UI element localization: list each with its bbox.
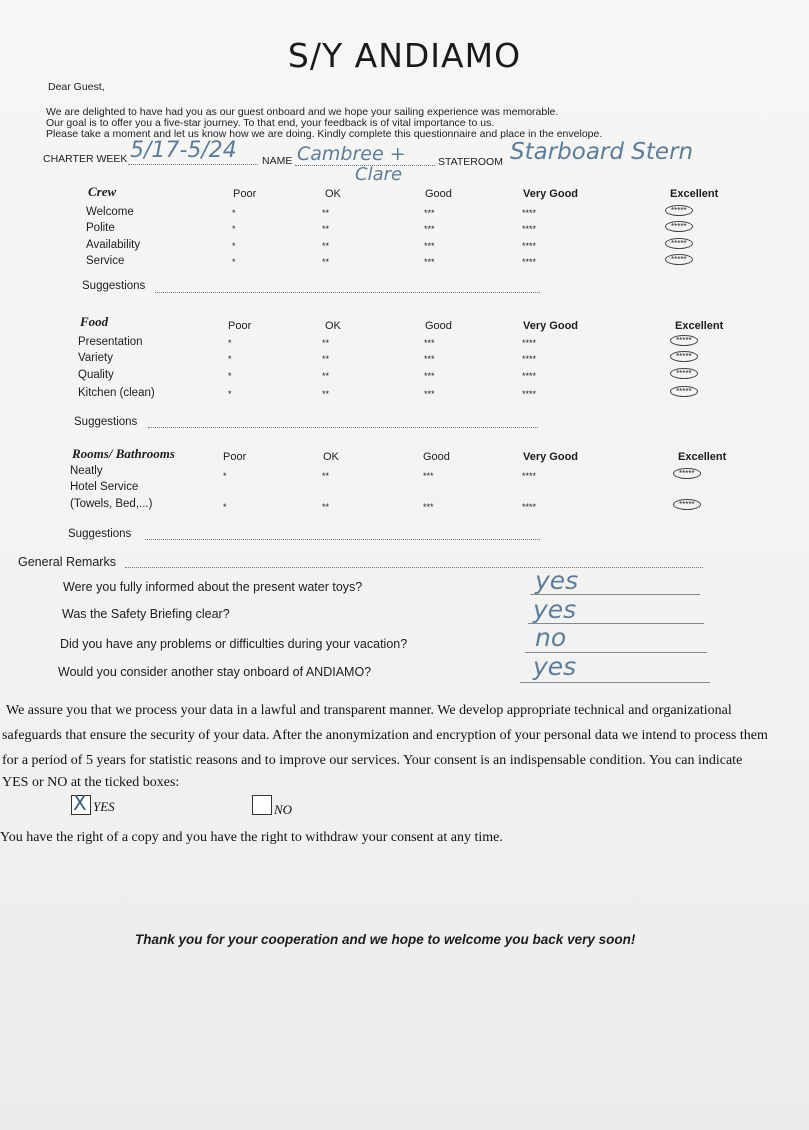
charter-week-line [128, 164, 258, 165]
answer-stay-again[interactable]: yes [533, 652, 577, 681]
section-title: Rooms/ Bathrooms [72, 446, 175, 461]
rating-item-label: Hotel Service [70, 481, 139, 493]
rating-option-3[interactable]: *** [424, 208, 435, 218]
rating-option-1[interactable]: * [232, 208, 236, 218]
privacy-line-2: safeguards that ensure the security of your data. After the anonymization and encryption of your personal data we intend to process them [2, 728, 768, 743]
rating-selected-5[interactable]: ***** [670, 368, 698, 379]
answer-safety-briefing[interactable]: yes [533, 595, 577, 624]
rating-selected-5[interactable]: ***** [673, 499, 701, 510]
stateroom-label: STATEROOM [438, 156, 503, 168]
rating-item-label: Neatly [70, 465, 103, 477]
intro-line-1: We are delighted to have had you as our guest onboard and we hope your sailing experience was memorable. [46, 106, 559, 118]
rating-item-label: Kitchen (clean) [78, 387, 155, 399]
rating-option-1[interactable]: * [228, 371, 232, 381]
scale-label-poor: Poor [228, 320, 252, 332]
check-mark: X [73, 791, 87, 815]
scale-label-very-good: Very Good [523, 188, 579, 200]
general-remarks-line [125, 567, 703, 568]
rating-option-4[interactable]: **** [522, 241, 537, 251]
name-value-second[interactable]: Clare [355, 164, 403, 185]
scale-label-excellent: Excellent [678, 451, 727, 463]
rating-option-1[interactable]: * [223, 471, 227, 481]
scale-label-good: Good [423, 451, 450, 463]
rating-option-1[interactable]: * [232, 257, 236, 267]
rating-item-label: Welcome [86, 206, 134, 218]
rating-option-4[interactable]: **** [522, 208, 537, 218]
rating-option-3[interactable]: *** [423, 502, 434, 512]
rating-item-label: Presentation [78, 336, 143, 348]
rating-option-4[interactable]: **** [522, 257, 537, 267]
intro-line-2: Our goal is to offer you a five-star journey. To that end, your feedback is of vital importance to us. [46, 117, 495, 129]
charter-week-label: CHARTER WEEK [43, 153, 128, 165]
question-stay-again: Would you consider another stay onboard of ANDIAMO? [58, 665, 372, 679]
rating-option-4[interactable]: **** [522, 338, 537, 348]
privacy-line-3: for a period of 5 years for statistic reasons and to improve our services. Your consent is an indispensable condition. You can indicate [2, 753, 743, 768]
scale-label-very-good: Very Good [523, 320, 579, 332]
question-safety-briefing: Was the Safety Briefing clear? [62, 607, 230, 621]
rating-item-label: Quality [78, 369, 114, 381]
yes-checkbox[interactable] [71, 791, 91, 815]
rating-selected-5[interactable]: ***** [670, 351, 698, 362]
rating-option-2[interactable]: ** [322, 371, 330, 381]
rating-option-2[interactable]: ** [322, 354, 330, 364]
scale-label-poor: Poor [233, 188, 257, 200]
scale-label-very-good: Very Good [523, 451, 579, 463]
rating-option-4[interactable]: **** [522, 354, 537, 364]
rating-option-3[interactable]: *** [424, 338, 435, 348]
rating-option-1[interactable]: * [223, 502, 227, 512]
stateroom-value[interactable]: Starboard Stern [510, 139, 694, 165]
rating-option-3[interactable]: *** [423, 471, 434, 481]
scale-label-ok: OK [323, 451, 339, 463]
answer-problems[interactable]: no [535, 623, 567, 652]
rating-option-3[interactable]: *** [424, 257, 435, 267]
name-value[interactable]: Cambree + [297, 143, 406, 165]
rating-item-label: Service [86, 255, 125, 267]
rating-option-2[interactable]: ** [322, 241, 330, 251]
question-water-toys: Were you fully informed about the present water toys? [63, 580, 363, 594]
rating-option-2[interactable]: ** [322, 502, 330, 512]
suggestions-line[interactable] [145, 539, 540, 540]
rating-option-2[interactable]: ** [322, 224, 330, 234]
rating-option-1[interactable]: * [232, 241, 236, 251]
section-title: Food [80, 314, 109, 329]
suggestions-line[interactable] [155, 292, 540, 293]
scale-label-excellent: Excellent [670, 188, 719, 200]
no-label: NO [274, 802, 293, 817]
rating-option-3[interactable]: *** [424, 241, 435, 251]
rating-option-1[interactable]: * [228, 338, 232, 348]
rating-selected-5[interactable]: ***** [670, 335, 698, 346]
rating-option-1[interactable]: * [228, 354, 232, 364]
scale-label-ok: OK [325, 188, 341, 200]
rating-option-4[interactable]: **** [522, 224, 537, 234]
rating-selected-5[interactable]: ***** [665, 205, 693, 216]
rating-selected-5[interactable]: ***** [670, 386, 698, 397]
rating-item-label: (Towels, Bed,...) [70, 498, 153, 510]
rating-selected-5[interactable]: ***** [665, 254, 693, 265]
scale-label-poor: Poor [223, 451, 247, 463]
no-checkbox[interactable] [252, 795, 272, 815]
section-title: Crew [88, 184, 117, 199]
name-label: NAME [262, 155, 293, 167]
rating-option-4[interactable]: **** [522, 502, 537, 512]
suggestions-label: Suggestions [82, 280, 146, 292]
charter-week-value[interactable]: 5/17-5/24 [130, 138, 237, 163]
rating-selected-5[interactable]: ***** [665, 221, 693, 232]
rating-option-1[interactable]: * [228, 389, 232, 399]
suggestions-line[interactable] [148, 427, 538, 428]
rating-option-4[interactable]: **** [522, 471, 537, 481]
scale-label-excellent: Excellent [675, 320, 724, 332]
scale-label-ok: OK [325, 320, 341, 332]
page-title: S/Y ANDIAMO [287, 36, 522, 75]
suggestions-label: Suggestions [68, 528, 132, 540]
rating-item-label: Variety [78, 352, 113, 364]
general-remarks-label: General Remarks [18, 555, 116, 569]
rights-text: You have the right of a copy and you have the right to withdraw your consent at any time. [0, 830, 503, 845]
rating-item-label: Polite [86, 222, 115, 234]
rating-option-2[interactable]: ** [322, 471, 330, 481]
rating-option-3[interactable]: *** [424, 389, 435, 399]
rating-selected-5[interactable]: ***** [665, 238, 693, 249]
rating-option-2[interactable]: ** [322, 208, 330, 218]
suggestions-label: Suggestions [74, 416, 138, 428]
answer-water-toys[interactable]: yes [535, 566, 579, 595]
question-problems: Did you have any problems or difficulties during your vacation? [60, 637, 408, 651]
rating-option-2[interactable]: ** [322, 338, 330, 348]
privacy-line-1: We assure you that we process your data in a lawful and transparent manner. We develop appropriate technical and organizational [6, 703, 732, 718]
scale-label-good: Good [425, 188, 452, 200]
rating-selected-5[interactable]: ***** [673, 468, 701, 479]
intro-line-3: Please take a moment and let us know how we are doing. Kindly complete this questionnaire and place in the envelope. [46, 128, 603, 140]
answer-line-4 [520, 682, 710, 683]
rating-option-2[interactable]: ** [322, 257, 330, 267]
rating-item-label: Availability [86, 239, 141, 251]
scale-label-good: Good [425, 320, 452, 332]
rating-option-2[interactable]: ** [322, 389, 330, 399]
rating-option-4[interactable]: **** [522, 371, 537, 381]
privacy-line-4: YES or NO at the ticked boxes: [2, 775, 180, 790]
rating-option-3[interactable]: *** [424, 224, 435, 234]
rating-option-4[interactable]: **** [522, 389, 537, 399]
yes-label: YES [93, 799, 115, 814]
rating-option-3[interactable]: *** [424, 354, 435, 364]
rating-option-3[interactable]: *** [424, 371, 435, 381]
greeting: Dear Guest, [48, 81, 105, 93]
thanks-message: Thank you for your cooperation and we hope to welcome you back very soon! [135, 932, 636, 947]
rating-option-1[interactable]: * [232, 224, 236, 234]
name-line [295, 165, 435, 166]
